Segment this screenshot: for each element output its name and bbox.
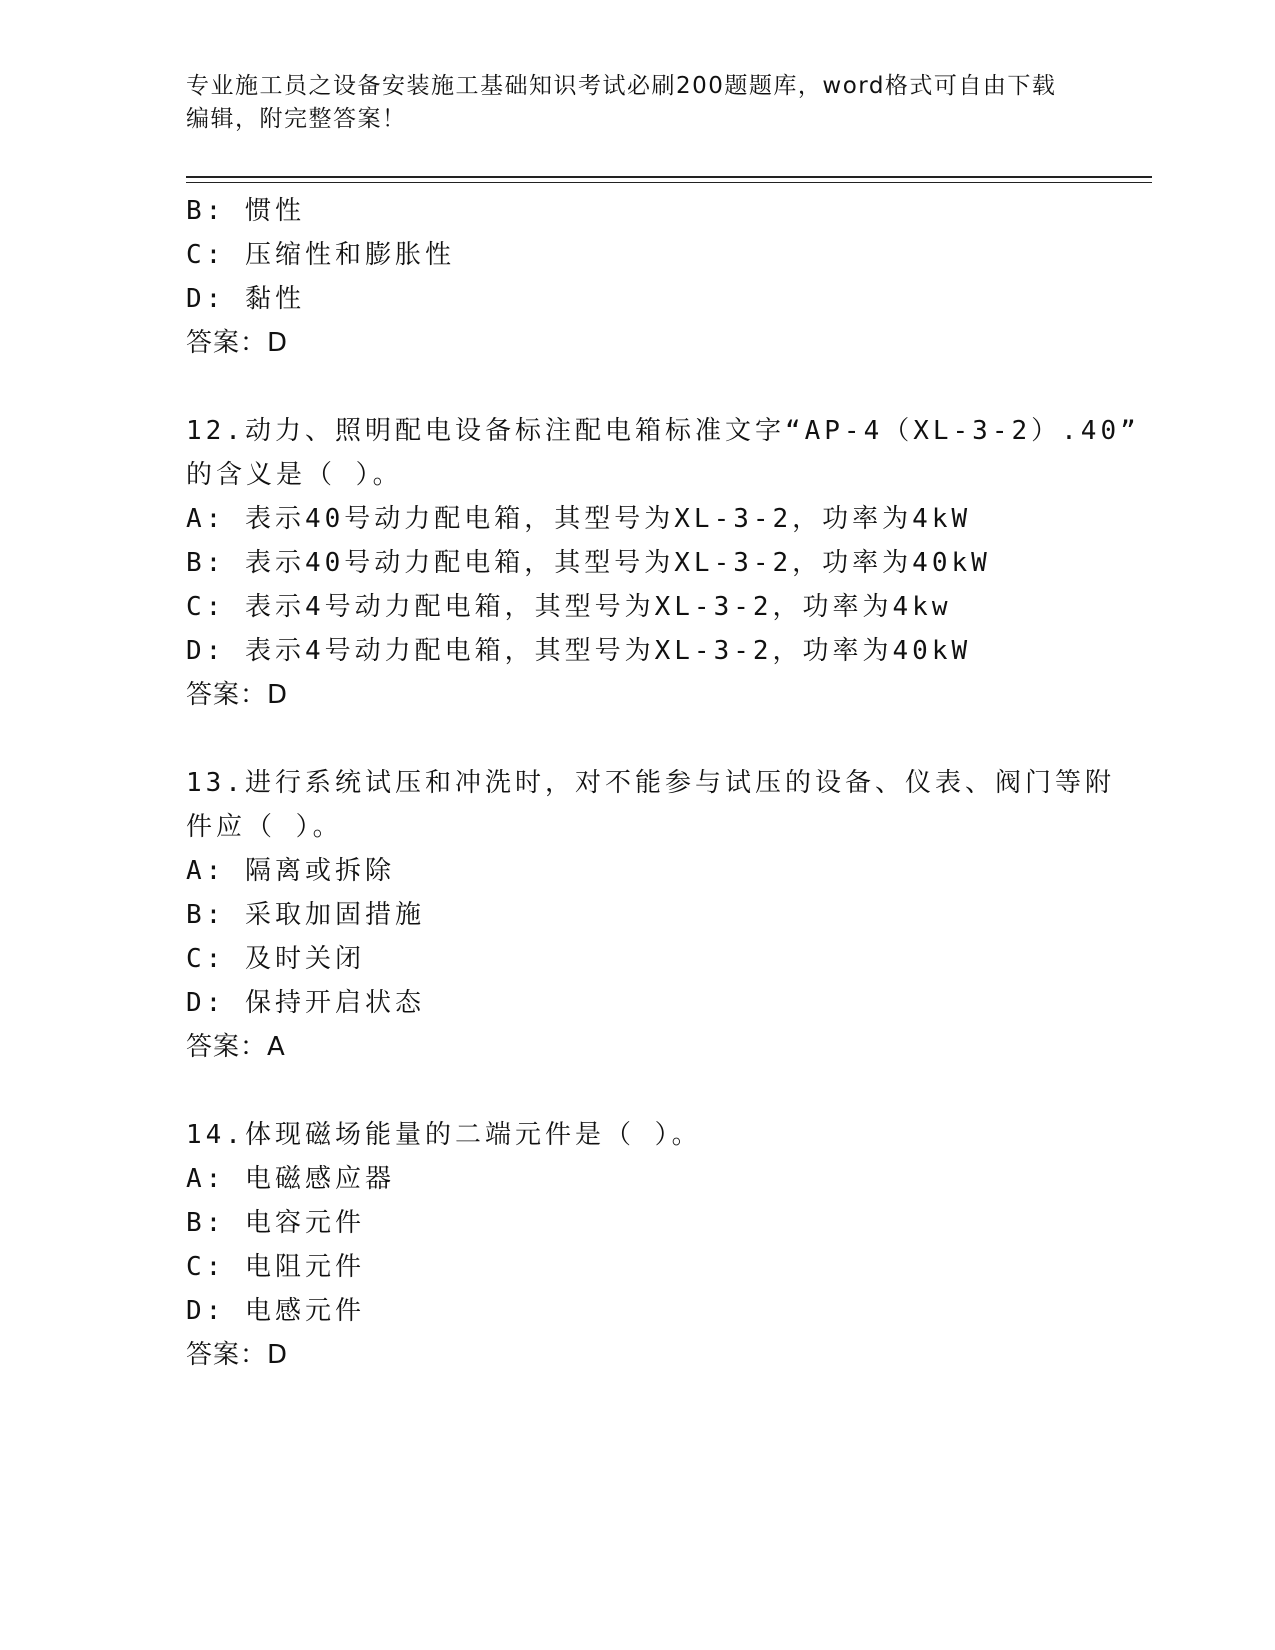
q12-stem-line-1: 12.动力、照明配电设备标注配电箱标准文字“AP-4（XL-3-2）.40” (186, 416, 1140, 446)
header-rule-thin (186, 182, 1152, 183)
header-line-1: 专业施工员之设备安装施工基础知识考试必刷200题题库，word格式可自由下载 (186, 73, 1057, 99)
q14-option-a: A: 电磁感应器 (186, 1164, 395, 1194)
q13-stem-line-1: 13.进行系统试压和冲洗时，对不能参与试压的设备、仪表、阀门等附 (186, 768, 1115, 798)
document-header (186, 70, 1066, 136)
q14-option-d: D: 电感元件 (186, 1296, 365, 1326)
q11-option-c: C: 压缩性和膨胀性 (186, 240, 455, 270)
q13-option-a: A: 隔离或拆除 (186, 856, 395, 886)
q14-answer: 答案：D (186, 1340, 289, 1370)
q14-option-b: B: 电容元件 (186, 1208, 365, 1238)
q12-option-b: B: 表示40号动力配电箱，其型号为XL-3-2，功率为40kW (186, 548, 991, 578)
q13-stem-line-2: 件应（ ）。 (186, 812, 343, 842)
q11-answer: 答案：D (186, 328, 289, 358)
q13-option-c: C: 及时关闭 (186, 944, 365, 974)
q12-stem-line-2: 的含义是（ ）。 (186, 460, 403, 490)
header-rule-thick (186, 176, 1152, 178)
q14-option-c: C: 电阻元件 (186, 1252, 365, 1282)
q11-option-b: B: 惯性 (186, 196, 305, 226)
q13-option-b: B: 采取加固措施 (186, 900, 425, 930)
q13-answer: 答案：A (186, 1032, 286, 1062)
q12-answer: 答案：D (186, 680, 289, 710)
q12-option-d: D: 表示4号动力配电箱，其型号为XL-3-2，功率为40kW (186, 636, 972, 666)
q12-option-a: A: 表示40号动力配电箱，其型号为XL-3-2，功率为4kW (186, 504, 972, 534)
header-line-2: 编辑，附完整答案！ (186, 106, 407, 132)
q13-option-d: D: 保持开启状态 (186, 988, 425, 1018)
q12-option-c: C: 表示4号动力配电箱，其型号为XL-3-2，功率为4kw (186, 592, 952, 622)
q11-option-d: D: 黏性 (186, 284, 305, 314)
q14-stem: 14.体现磁场能量的二端元件是（ ）。 (186, 1120, 702, 1150)
